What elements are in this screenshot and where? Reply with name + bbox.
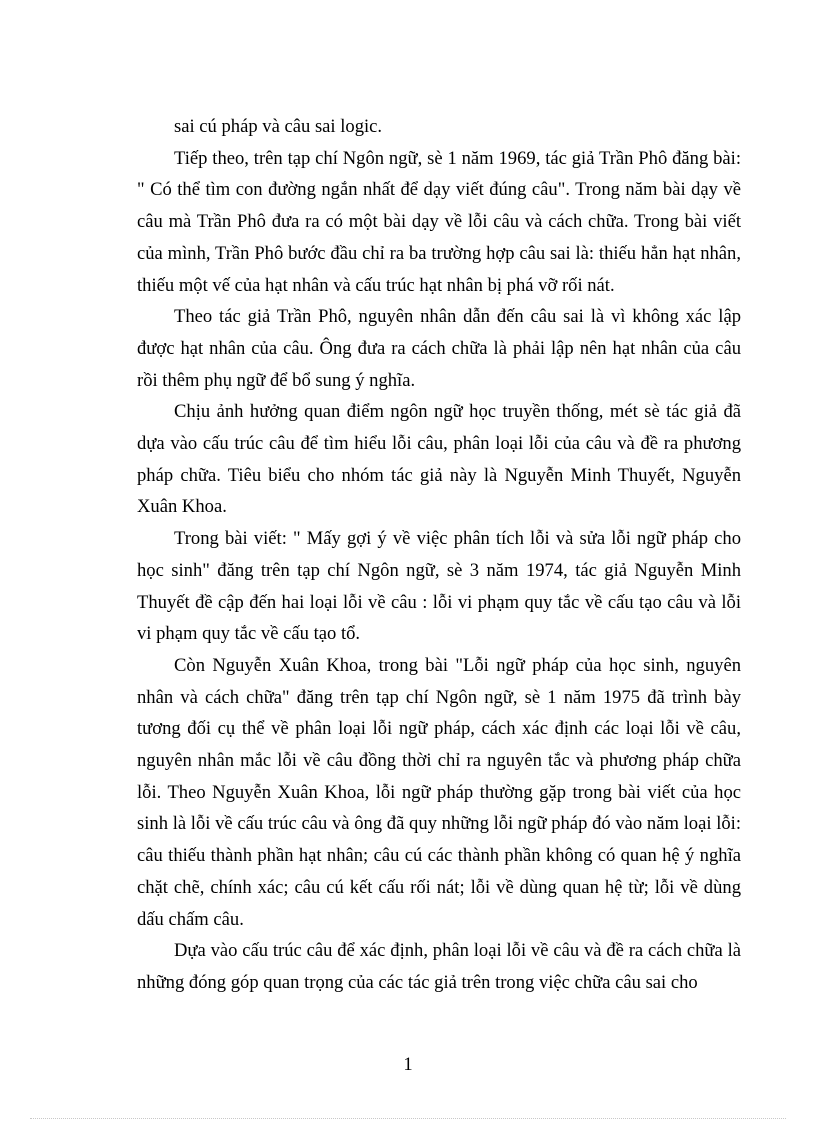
page-bottom-divider xyxy=(30,1118,786,1119)
paragraph-nguyen-xuan-khoa: Còn Nguyễn Xuân Khoa, trong bài "Lỗi ngữ pháp của học sinh, nguyên nhân và cách chữa" đăng trên tạp chí Ngôn ngữ, sè 1 năm 1975 đã trình bày tương đối cụ thể về phân loại lỗi ngữ pháp, cách xác định các loại lỗi về câu, nguyên nhân mắc lỗi về câu đồng thời chỉ ra nguyên tắc và phương pháp chữa lỗi. Theo Nguyễn Xuân Khoa, lỗi ngữ pháp thường gặp trong bài viết của học sinh là lỗi về cấu trúc câu và ông đã quy những lỗi ngữ pháp đó vào năm loại lỗi: câu thiếu thành phần hạt nhân; câu cú các thành phần không có quan hệ ý nghĩa chặt chẽ, chính xác; câu cú kết cấu rối nát; lỗi về dùng quan hệ từ; lỗi về dùng dấu chấm câu. xyxy=(137,654,741,930)
paragraph-continuation: sai cú pháp và câu sai logic. xyxy=(174,116,383,137)
paragraph-nguyen-minh-thuyet: Trong bài viết: " Mấy gợi ý về việc phân tích lỗi và sửa lỗi ngữ pháp cho học sinh" đăng trên tạp chí Ngôn ngữ, sè 3 năm 1974, tác giả Nguyễn Minh Thuyết đề cập đến hai loại lỗi về câu : lỗi vi phạm quy tắc về cấu tạo câu và lỗi vi phạm quy tắc về cấu tạo tổ. xyxy=(137,528,741,645)
paragraph-tran-pho-article: Tiếp theo, trên tạp chí Ngôn ngữ, sè 1 năm 1969, tác giả Trần Phô đăng bài: " Có thể tìm con đường ngắn nhất để dạy viết đúng câu". Trong năm bài dạy về câu mà Trần Phô đưa ra có một bài dạy về lỗi câu và cách chữa. Trong bài viết của mình, Trần Phô bước đầu chỉ ra ba trường hợp câu sai là: thiếu hẳn hạt nhân, thiếu một vế của hạt nhân và cấu trúc hạt nhân bị phá vỡ rối nát. xyxy=(137,147,741,296)
paragraph-conclusion: Dựa vào cấu trúc câu để xác định, phân loại lỗi về câu và đề ra cách chữa là những đóng góp quan trọng của các tác giả trên trong việc chữa câu sai cho xyxy=(137,940,741,993)
page-number: 1 xyxy=(403,1054,413,1075)
paragraph-traditional-linguistics: Chịu ảnh hưởng quan điểm ngôn ngữ học truyền thống, mét sè tác giả đã dựa vào cấu trúc câu để tìm hiểu lỗi câu, phân loại lỗi của câu và đề ra phương pháp chữa. Tiêu biểu cho nhóm tác giả này là Nguyễn Minh Thuyết, Nguyễn Xuân Khoa. xyxy=(137,401,741,518)
paragraph-tran-pho-cause: Theo tác giả Trần Phô, nguyên nhân dẫn đến câu sai là vì không xác lập được hạt nhân của câu. Ông đưa ra cách chữa là phải lập nên hạt nhân của câu rồi thêm phụ ngữ để bổ sung ý nghĩa. xyxy=(137,306,741,391)
body-text xyxy=(137,111,741,999)
